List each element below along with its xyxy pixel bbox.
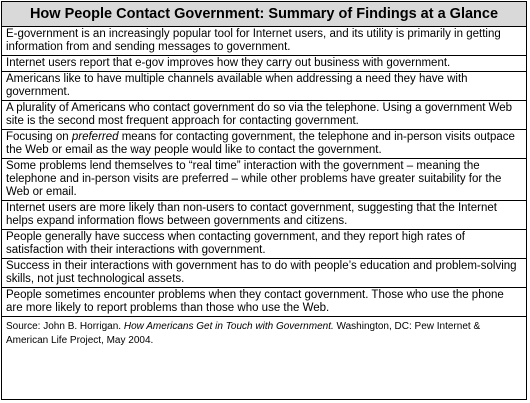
source-title: How Americans Get in Touch with Government.	[123, 321, 334, 332]
source-citation	[2, 317, 526, 348]
finding-text: Focusing on	[6, 131, 72, 143]
finding-emphasis: preferred	[71, 131, 119, 143]
finding-text: means for contacting government, the telephone and in-person visits outpace the Web or email as the way people would like to contact the government.	[6, 131, 515, 156]
source-prefix: Source: John B. Horrigan.	[6, 321, 124, 332]
finding-row: E-government is an increasingly popular tool for Internet users, and its utility is primarily in getting information from and sending messages to government.	[2, 27, 526, 56]
finding-row: People generally have success when contacting government, and they report high rates of satisfaction with their interactions with government.	[2, 230, 526, 259]
finding-row: A plurality of Americans who contact government do so via the telephone. Using a government Web site is the second most frequent approach for contacting government.	[2, 101, 526, 130]
finding-row: Internet users report that e-gov improves how they carry out business with government.	[2, 56, 526, 72]
finding-row: People sometimes encounter problems when they contact government. Those who use the phone are more likely to report problems than those who use the Web.	[2, 288, 526, 317]
source-suffix: Washington, DC: Pew Internet & American Life Project, May 2004.	[6, 321, 481, 346]
finding-row: Internet users are more likely than non-users to contact government, suggesting that the Internet helps expand information flows between governments and citizens.	[2, 201, 526, 230]
finding-row: Americans like to have multiple channels available when addressing a need they have with government.	[2, 72, 526, 101]
finding-row: Success in their interactions with government has to do with people’s education and problem-solving skills, not just technological assets.	[2, 259, 526, 288]
finding-row	[2, 130, 526, 159]
finding-row: Some problems lend themselves to “real time” interaction with the government – meaning the telephone and in-person visits are preferred – while other problems have greater suitability for the Web or email.	[2, 159, 526, 201]
table-title: How People Contact Government: Summary of Findings at a Glance	[2, 2, 526, 27]
findings-table	[1, 1, 527, 400]
